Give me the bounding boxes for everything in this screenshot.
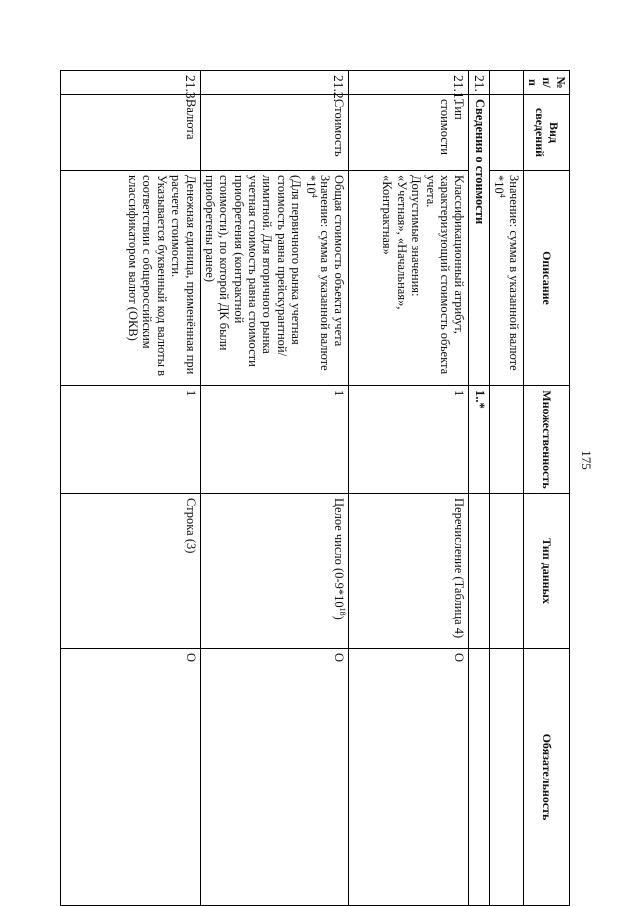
cont-num — [489, 71, 523, 95]
header-num: № п/п — [523, 71, 569, 95]
section-required — [469, 649, 490, 906]
cont-required — [489, 649, 523, 906]
row-multiplicity: 1 — [200, 386, 349, 494]
row-num: 21.3. — [61, 71, 201, 95]
row-description: Общая стоимость объекта учета Значение: сумма в указанной валюте $*10^4$ (Для первичного рынка учетная стоимость равна прейскурантной/лимитной. Для вторичного рынка учетная стоимость равна стоимости приобретения (контрактной стоимости), по которой ДК были приобретены ранее) — [200, 171, 349, 386]
cont-description: Значение: сумма в указанной валюте $*10^4$ — [489, 171, 523, 386]
rotated-table-container — [60, 70, 570, 905]
page-number: 175 — [579, 450, 594, 470]
row-num: 21.1. — [349, 71, 469, 95]
row-multiplicity: 1 — [349, 386, 469, 494]
row-data-type: Строка (3) — [61, 494, 201, 649]
row-kind: Стоимость — [200, 95, 349, 171]
row-data-type: Целое число $(0-9*10^{18})$ — [200, 494, 349, 649]
continuation-row — [489, 71, 523, 906]
section-title: Сведения о стоимости — [469, 95, 490, 386]
section-row — [469, 71, 490, 906]
row-required: О — [349, 649, 469, 906]
header-multiplicity: Множественность — [523, 386, 569, 494]
header-required: Обязательность — [523, 649, 569, 906]
cont-multiplicity — [489, 386, 523, 494]
row-required: О — [200, 649, 349, 906]
header-data-type: Тип данных — [523, 494, 569, 649]
row-kind: Валюта — [61, 95, 201, 171]
section-data-type — [469, 494, 490, 649]
header-description: Описание — [523, 171, 569, 386]
row-kind: Тип стоимости — [349, 95, 469, 171]
header-kind: Вид сведений — [523, 95, 569, 171]
section-multiplicity: 1..* — [469, 386, 490, 494]
table-row — [349, 71, 469, 906]
table-row — [61, 71, 201, 906]
row-multiplicity: 1 — [61, 386, 201, 494]
table-header-row — [523, 71, 569, 906]
row-description: Денежная единица, применённая при расчете стоимости. Указывается буквенный код валюты в соответствии с общероссийским классификатором валют (ОКВ) — [61, 171, 201, 386]
cont-kind — [489, 95, 523, 171]
section-num: 21. — [469, 71, 490, 95]
data-table — [60, 70, 570, 906]
table-row — [200, 71, 349, 906]
row-required: О — [61, 649, 201, 906]
cont-data-type — [489, 494, 523, 649]
row-num: 21.2. — [200, 71, 349, 95]
row-data-type: Перечисление (Таблица 4) — [349, 494, 469, 649]
row-description: Классификационный атрибут, характеризующий стоимость объекта учета. Допустимые значения: «Учетная», «Начальная», «Контрактная» — [349, 171, 469, 386]
